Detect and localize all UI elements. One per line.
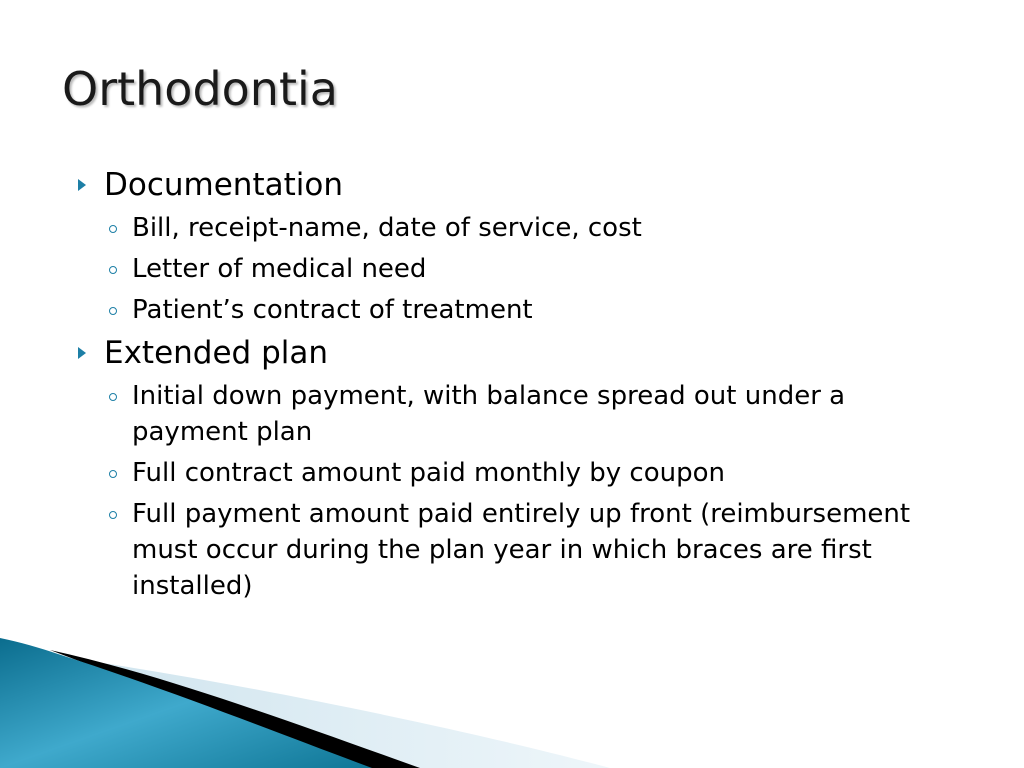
sub-bullet-text: Initial down payment, with balance spread out under a payment plan <box>132 381 846 447</box>
decorative-swoosh <box>0 638 1024 768</box>
sub-bullet-ring-icon <box>109 266 117 274</box>
bullet-arrow-icon <box>78 179 86 191</box>
sub-bullet-text: Letter of medical need <box>132 254 427 284</box>
slide-title: Orthodontia <box>62 62 338 116</box>
list-item <box>74 292 964 328</box>
sub-bullet-ring-icon <box>109 470 117 478</box>
bullet-text: Documentation <box>104 167 343 203</box>
sub-bullet-text: Patient’s contract of treatment <box>132 295 533 325</box>
sub-bullet-ring-icon <box>109 393 117 401</box>
list-item <box>74 496 964 604</box>
sub-bullet-ring-icon <box>109 225 117 233</box>
sub-bullet-text: Full contract amount paid monthly by coupon <box>132 458 725 488</box>
bullet-extended-plan <box>74 334 964 372</box>
documentation-subitems <box>74 210 964 328</box>
list-item <box>74 378 964 450</box>
list-item <box>74 455 964 491</box>
sub-bullet-ring-icon <box>109 511 117 519</box>
bullet-list <box>74 166 964 610</box>
bullet-text: Extended plan <box>104 335 329 371</box>
extended-plan-subitems <box>74 378 964 604</box>
sub-bullet-ring-icon <box>109 307 117 315</box>
bullet-documentation <box>74 166 964 204</box>
sub-bullet-text: Full payment amount paid entirely up front (reimbursement must occur during the plan year in which braces are first installed) <box>132 499 911 601</box>
list-item <box>74 251 964 287</box>
sub-bullet-text: Bill, receipt-name, date of service, cost <box>132 213 642 243</box>
list-item <box>74 210 964 246</box>
bullet-arrow-icon <box>78 347 86 359</box>
